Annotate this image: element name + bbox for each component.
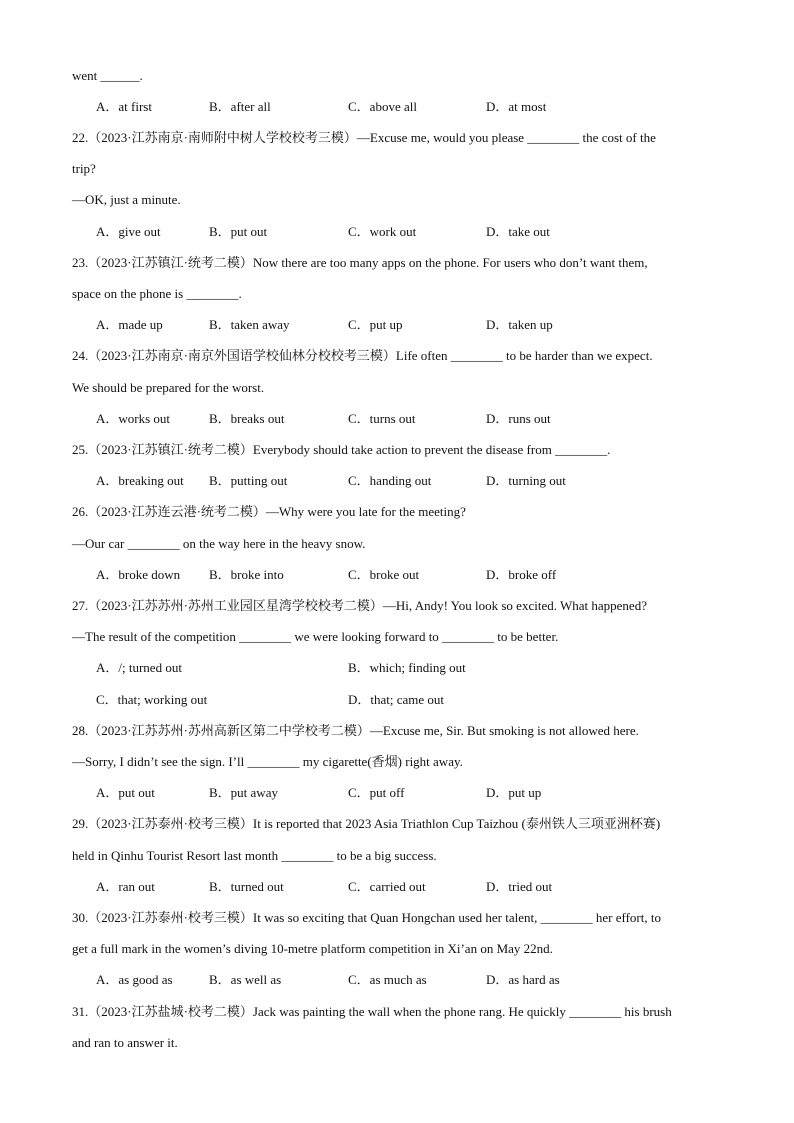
question-22-stem: 22.（2023·江苏南京·南师附中树人学校校考三模）—Excuse me, would you please ________ the cost of the (72, 130, 656, 145)
option-c: C．broke out (348, 567, 420, 582)
option-b: B．put away (209, 785, 278, 800)
question-26-stem: 26.（2023·江苏连云港·统考二模）—Why were you late for the meeting? (72, 504, 466, 519)
text-line: —The result of the competition ________ we were looking forward to ________ to be better. (72, 629, 559, 644)
text-line: —Our car ________ on the way here in the heavy snow. (72, 536, 366, 551)
text-line: and ran to answer it. (72, 1035, 178, 1050)
option-d: D．as hard as (486, 972, 560, 987)
option-a: A．ran out (96, 879, 155, 894)
text-line: went ______. (72, 68, 143, 83)
option-c: C．carried out (348, 879, 426, 894)
option-b: B．as well as (209, 972, 282, 987)
option-b: B．which; finding out (348, 660, 466, 675)
question-29-stem: 29.（2023·江苏泰州·校考三模）It is reported that 2023 Asia Triathlon Cup Taizhou (泰州铁人三项亚洲杯赛) (72, 816, 661, 831)
question-24-stem: 24.（2023·江苏南京·南京外国语学校仙林分校校考三模）Life often ________ to be harder than we expect. (72, 348, 653, 363)
option-c: C．put off (348, 785, 405, 800)
option-b: B．after all (209, 99, 271, 114)
option-d: D．take out (486, 224, 550, 239)
text-line: We should be prepared for the worst. (72, 380, 265, 395)
option-c: C．as much as (348, 972, 427, 987)
question-25-stem: 25.（2023·江苏镇江·统考二模）Everybody should take action to prevent the disease from ________. (72, 442, 611, 457)
option-a: A．works out (96, 411, 171, 426)
question-31-stem: 31.（2023·江苏盐城·校考二模）Jack was painting the wall when the phone rang. He quickly ________ his brush (72, 1004, 672, 1019)
option-a: A．give out (96, 224, 161, 239)
option-d: D．tried out (486, 879, 553, 894)
text-line: held in Qinhu Tourist Resort last month ________ to be a big success. (72, 848, 437, 863)
option-c: C．work out (348, 224, 417, 239)
option-d: D．broke off (486, 567, 557, 582)
option-a: A．put out (96, 785, 155, 800)
option-d: D．that; came out (348, 692, 445, 707)
option-c: C．put up (348, 317, 403, 332)
question-23-stem: 23.（2023·江苏镇江·统考二模）Now there are too many apps on the phone. For users who don’t want them, (72, 255, 648, 270)
option-c: C．handing out (348, 473, 432, 488)
question-30-stem: 30.（2023·江苏泰州·校考三模）It was so exciting that Quan Hongchan used her talent, ________ her effort, to (72, 910, 661, 925)
option-b: B．breaks out (209, 411, 285, 426)
option-a: A．made up (96, 317, 163, 332)
option-b: B．taken away (209, 317, 290, 332)
option-b: B．turned out (209, 879, 284, 894)
question-28-stem: 28.（2023·江苏苏州·苏州高新区第二中学校考二模）—Excuse me, Sir. But smoking is not allowed here. (72, 723, 639, 738)
text-line: get a full mark in the women’s diving 10-metre platform competition in Xi’an on May 22nd. (72, 941, 553, 956)
option-d: D．turning out (486, 473, 566, 488)
question-27-stem: 27.（2023·江苏苏州·苏州工业园区星湾学校校考二模）—Hi, Andy! You look so excited. What happened? (72, 598, 647, 613)
option-a: A．breaking out (96, 473, 184, 488)
text-line: space on the phone is ________. (72, 286, 242, 301)
option-a: A．broke down (96, 567, 181, 582)
option-d: D．put up (486, 785, 542, 800)
option-b: B．putting out (209, 473, 288, 488)
option-c: C．above all (348, 99, 417, 114)
option-a: A．/; turned out (96, 660, 182, 675)
option-c: C．that; working out (96, 692, 208, 707)
option-a: A．at first (96, 99, 152, 114)
text-line: trip? (72, 161, 96, 176)
text-line: —Sorry, I didn’t see the sign. I’ll ________ my cigarette(香烟) right away. (72, 754, 463, 769)
option-d: D．taken up (486, 317, 553, 332)
option-b: B．broke into (209, 567, 284, 582)
text-line: —OK, just a minute. (72, 192, 181, 207)
option-d: D．at most (486, 99, 547, 114)
option-b: B．put out (209, 224, 268, 239)
option-c: C．turns out (348, 411, 416, 426)
option-d: D．runs out (486, 411, 551, 426)
option-a: A．as good as (96, 972, 173, 987)
